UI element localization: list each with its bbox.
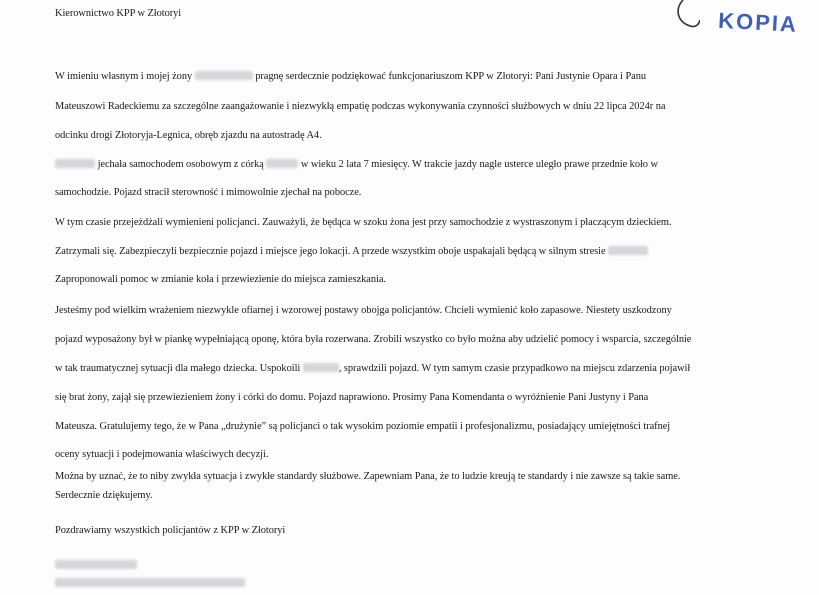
paragraph-4-line-1: Jesteśmy pod wielkim wrażeniem niezwykle ofiarnej i wzorowej postawy obojga policjantów. Chcieli wymienić koło zapasowe. Niestety uszkodzony (55, 305, 672, 316)
paragraph-3-line-1: W tym czasie przejeżdżali wymienieni policjanci. Zauważyli, że będąca w szoku żona jest przy samochodzie z wystraszonym i płaczącym dzieckiem. (55, 217, 672, 228)
redacted-name (195, 71, 253, 80)
paragraph-4-line-6: oceny sytuacji i podejmowania właściwych decyzji. (55, 449, 269, 460)
closing-greeting: Pozdrawiamy wszystkich policjantów z KPP w Złotoryi (55, 525, 286, 536)
paragraph-2-line-1: jechała samochodem osobowym z córką w wieku 2 lata 7 miesięcy. W trakcie jazdy nagle usterce uległo prawe przednie koło w (55, 159, 658, 170)
paragraph-4-line-8: Serdecznie dziękujemy. (55, 490, 153, 501)
paragraph-3-line-3: Zaproponowali pomoc w zmianie koła i przewiezienie do miejsca zamieszkania. (55, 274, 386, 285)
signature-stroke (650, 0, 700, 30)
paragraph-1-line-3: odcinku drogi Złotoryja-Legnica, obręb zjazdu na autostradę A4. (55, 130, 322, 141)
redacted-name (303, 363, 339, 372)
paragraph-1-line-2: Mateuszowi Radeckiemu za szczególne zaangażowanie i niezwykłą empatię podczas wykonywania czynności służbowych w dniu 22 lipca 2024r na (55, 101, 666, 112)
copy-stamp: KOPIA (717, 7, 799, 37)
paragraph-4-line-2: pojazd wyposażony był w piankę wypełniającą oponę, która była rozerwana. Zrobili wszystko co było można aby udzielić pomocy i wsparcia, szczególnie (55, 334, 692, 345)
paragraph-1-line-1: W imieniu własnym i mojej żony pragnę serdecznie podziękować funkcjonariuszom KPP w Złotoryi: Pani Justynie Opara i Panu (55, 71, 647, 82)
paragraph-4-line-5: Mateusza. Gratulujemy tego, że w Pana „drużynie” są policjanci o tak wysokim poziomie empatii i profesjonalizmu, posiadający umiejętności trafnej (55, 421, 671, 432)
redacted-name (266, 159, 298, 168)
paragraph-4-line-3: w tak traumatycznej sytuacji dla małego dziecka. Uspokoili , sprawdzili pojazd. W tym samym czasie przypadkowo na miejscu zdarzenia pojawił (55, 363, 691, 374)
paragraph-3-line-2: Zatrzymali się. Zabezpieczyli bezpiecznie pojazd i miejsce jego lokacji. A przede wszystkim oboje uspakajali będącą w silnym stresie (55, 246, 648, 257)
paragraph-4-line-4: się brat żony, zajął się przewiezieniem żony i córki do domu. Pojazd naprawiono. Prosimy Pana Komendanta o wyróżnienie Pani Justyny i Pana (55, 392, 649, 403)
addressee: Kierownictwo KPP w Złotoryi (55, 8, 182, 19)
paragraph-4-line-7: Można by uznać, że to niby zwykła sytuacja i zwykłe standardy służbowe. Zapewniam Pana, że to ludzie kreują te standardy i nie zawsze są takie same. (55, 471, 681, 482)
redacted-name (608, 246, 648, 255)
redacted-name (55, 159, 95, 168)
sender-name-redacted (55, 560, 137, 571)
sender-address-redacted (55, 578, 245, 589)
paragraph-2-line-2: samochodzie. Pojazd stracił sterowność i mimowolnie zjechał na pobocze. (55, 187, 362, 198)
